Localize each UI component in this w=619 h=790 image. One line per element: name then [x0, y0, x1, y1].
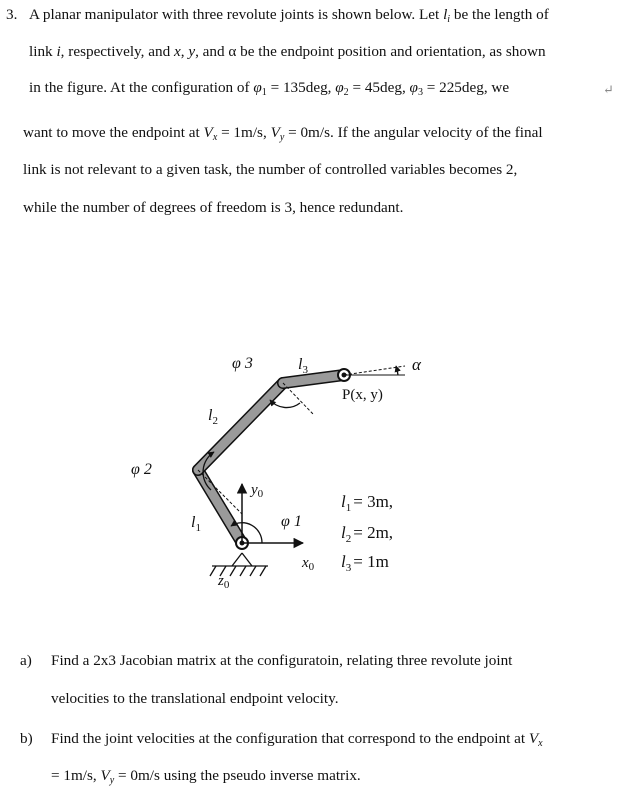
question-b-line-2 [51, 767, 361, 790]
question-b-text: = 0m/s using the pseudo inverse matrix. [114, 767, 361, 784]
phi2-label: φ 2 [131, 461, 152, 478]
length-l1: $l_1 = 3m$, [341, 492, 394, 514]
question-a-line-2 [51, 690, 339, 708]
question-b-line-1 [20, 730, 543, 749]
intro-text: link [29, 43, 57, 60]
vy-value: = 0m/s. If the angular velocity of the final [284, 124, 543, 141]
vx-value: = 1m/s, [217, 124, 271, 141]
alpha-label: α [412, 355, 421, 374]
intro-text: in the figure. At the configuration of [29, 79, 254, 96]
intro-text: A planar manipulator with three revolute joints is shown below. Let [29, 6, 444, 23]
reference-line-2 [283, 383, 314, 415]
l3-label: $l_3$ [298, 356, 308, 376]
phi2-symbol: φ [335, 79, 344, 96]
question-b-text: Find the joint velocities at the configuration that correspond to the endpoint at [51, 730, 529, 747]
question-a-label: a) [20, 652, 32, 669]
var-i: i [56, 43, 61, 60]
endpoint-label: P(x, y) [342, 387, 383, 403]
l2-label: $l_2$ [208, 407, 218, 427]
vy-sub: y [279, 132, 285, 143]
l1-label: $l_1$ [191, 514, 201, 534]
intro-text: while the number of degrees of freedom is 3, hence redundant. [23, 199, 404, 216]
question-b-text: = 1m/s, [51, 767, 101, 784]
phi3-label: φ 3 [232, 355, 253, 372]
b-vx-symbol: V [528, 730, 539, 747]
var-i-sub: i [447, 14, 451, 25]
intro-text: , [180, 43, 189, 60]
phi3-arc [270, 400, 300, 408]
phi2-value: = 45deg, [348, 79, 410, 96]
var-y: y [188, 43, 196, 60]
vy-symbol: V [270, 124, 280, 141]
phi3-symbol: φ [409, 79, 418, 96]
phi1-label: φ 1 [281, 513, 302, 530]
x0-label: x0 [302, 555, 315, 573]
phi3-value: = 225deg, we [422, 79, 510, 96]
vx-symbol: V [203, 124, 213, 141]
question-a-text: velocities to the translational endpoint velocity. [51, 690, 339, 707]
question-a-text: Find a 2x3 Jacobian matrix at the configuratoin, relating three revolute joint [51, 652, 513, 669]
link-3 [283, 375, 344, 383]
var-l: l [443, 6, 448, 23]
var-x: x [173, 43, 181, 60]
phi3-sub: 3 [417, 87, 423, 98]
b-vy-sub: y [109, 775, 115, 786]
problem-number: 3. [6, 6, 18, 23]
intro-text: be the length of [450, 6, 549, 23]
intro-text: want to move the endpoint at [23, 124, 204, 141]
alpha-arc [396, 366, 398, 375]
link-2 [198, 383, 283, 470]
question-a-line-1 [20, 652, 513, 670]
return-mark-icon: ↵ [603, 82, 614, 97]
intro-text: link is not relevant to a given task, the number of controlled variables becomes 2, [23, 161, 518, 178]
phi1-symbol: φ [253, 79, 262, 96]
intro-text: , and α be the endpoint position and orientation, as shown [195, 43, 546, 60]
phi2-sub: 2 [343, 87, 349, 98]
phi1-sub: 1 [261, 87, 267, 98]
question-b-label: b) [20, 730, 33, 747]
b-vx-sub: x [538, 738, 543, 749]
intro-text: , respectively, and [60, 43, 174, 60]
vx-sub: x [212, 132, 218, 143]
length-l2: $l_2 = 2m$, [341, 523, 394, 545]
y0-label: y0 [251, 482, 264, 500]
b-vy-symbol: V [100, 767, 110, 784]
length-l3: $l_3 = 1m$ [341, 552, 389, 574]
z0-label: z0 [218, 573, 230, 591]
phi1-value: = 135deg, [266, 79, 336, 96]
